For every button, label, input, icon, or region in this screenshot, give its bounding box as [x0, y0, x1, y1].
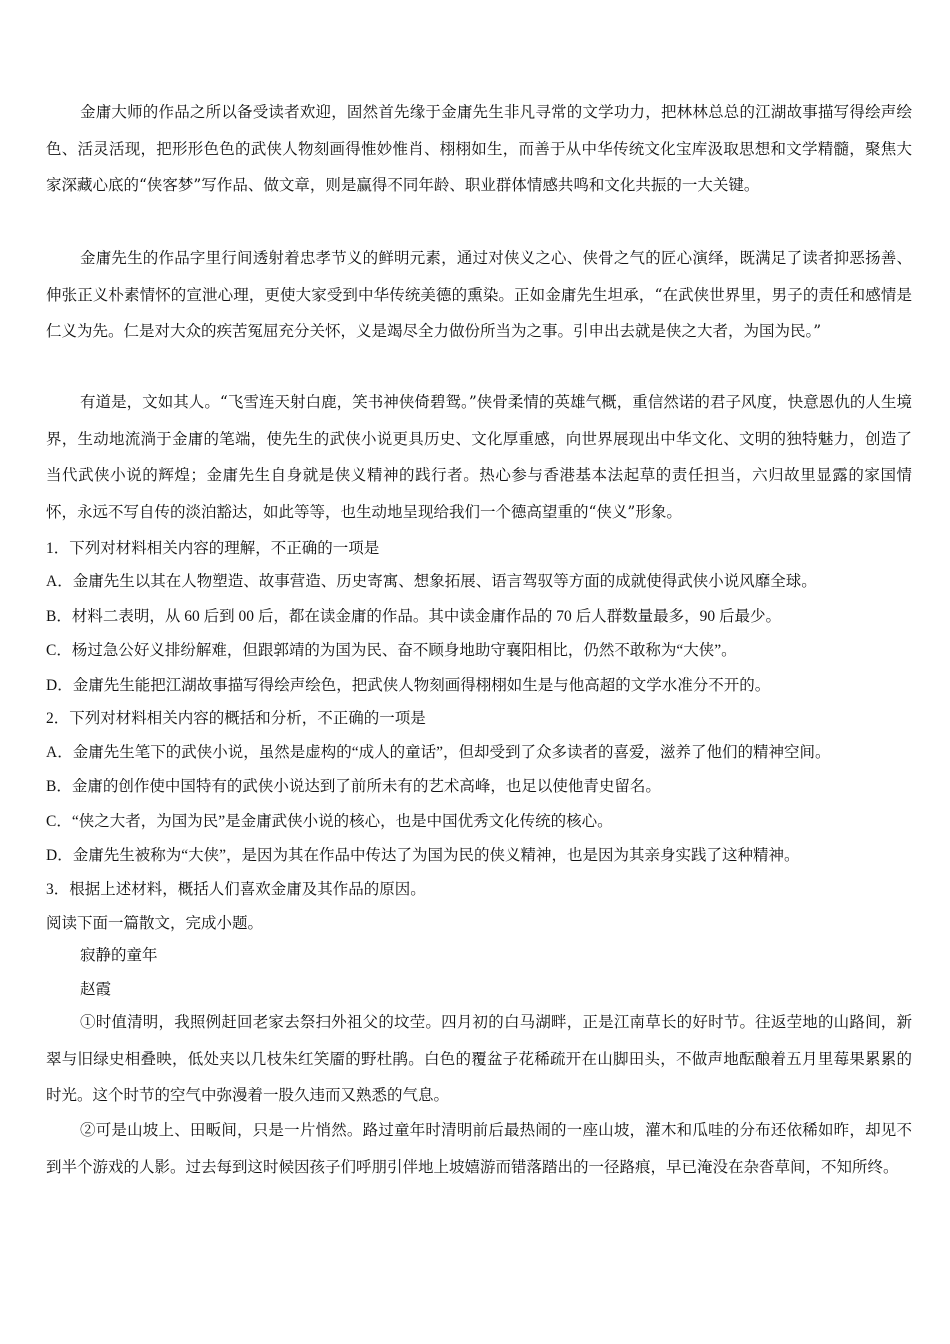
- question-2-option-d: D．金庸先生被称为“大侠”，是因为其在作品中传达了为国为民的侠义精神，也是因为其亲身实践了这种精神。: [46, 847, 800, 864]
- question-2-stem: 2．下列对材料相关内容的概括和分析，不正确的一项是: [46, 710, 426, 727]
- essay-paragraph-2: ②可是山坡上、田畈间，只是一片悄然。路过童年时清明前后最热闹的一座山坡，灌木和瓜哇的分布还依稀如昨，却见不到半个游戏的人影。过去每到这时候因孩子们呼朋引伴地上坡嬉游而错落踏出的一径路痕，早已淹没在杂沓草间，不知所终。: [46, 1121, 912, 1176]
- essay-author: 赵霞: [80, 981, 112, 998]
- essay-instruction: 阅读下面一篇散文，完成小题。: [46, 915, 264, 932]
- question-1-option-b: B．材料二表明，从 60 后到 00 后，都在读金庸的作品。其中读金庸作品的 70 后人群数量最多，90 后最少。: [46, 608, 781, 625]
- question-1-option-d: D．金庸先生能把江湖故事描写得绘声绘色，把武侠人物刻画得栩栩如生是与他高超的文学水准分不开的。: [46, 677, 771, 694]
- passage-paragraph-3: 有道是，文如其人。“飞雪连天射白鹿，笑书神侠倚碧鸳。”侠骨柔情的英雄气概，重信然诺的君子风度，快意恩仇的人生境界，生动地流淌于金庸的笔端，使先生的武侠小说更具历史、文化厚重感，向世界展现出中华文化、文明的独特魅力，创造了当代武侠小说的辉煌；金庸先生自身就是侠义精神的践行者。热心参与香港基本法起草的责任担当，六归故里显露的家国情怀，永远不写自传的淡泊豁达，如此等等，也生动地呈现给我们一个德高望重的“侠义”形象。: [46, 393, 912, 521]
- question-1-option-a: A．金庸先生以其在人物塑造、故事营造、历史寄寓、想象拓展、语言驾驭等方面的成就使得武侠小说风靡全球。: [46, 573, 817, 590]
- passage-paragraph-2: 金庸先生的作品字里行间透射着忠孝节义的鲜明元素，通过对侠义之心、侠骨之气的匠心演绎，既满足了读者抑恶扬善、伸张正义朴素情怀的宣泄心理，更使大家受到中华传统美德的熏染。正如金庸先生坦承，“在武侠世界里，男子的责任和感情是仁义为先。仁是对大众的疾苦冤屈充分关怀，义是竭尽全力做份所当为之事。引申出去就是侠之大者，为国为民。”: [46, 249, 912, 340]
- passage-paragraph-1: 金庸大师的作品之所以备受读者欢迎，固然首先缘于金庸先生非凡寻常的文学功力，把林林总总的江湖故事描写得绘声绘色、活灵活现，把形形色色的武侠人物刻画得惟妙惟肖、栩栩如生，而善于从中华传统文化宝库汲取思想和文学精髓，聚焦大家深藏心底的“侠客梦”写作品、做文章，则是赢得不同年龄、职业群体情感共鸣和文化共振的一大关键。: [46, 103, 912, 194]
- question-3-stem: 3．根据上述材料，概括人们喜欢金庸及其作品的原因。: [46, 881, 426, 898]
- question-1-option-c: C．杨过急公好义排纷解难，但跟郭靖的为国为民、奋不顾身地助守襄阳相比，仍然不敢称为“大侠”。: [46, 642, 737, 659]
- essay-paragraph-1: ①时值清明，我照例赶回老家去祭扫外祖父的坟茔。四月初的白马湖畔，正是江南草长的好时节。往返茔地的山路间，新翠与旧绿史相叠映，低处夹以几枝朱红笑靥的野杜鹃。白色的覆盆子花稀疏开在山脚田头，不做声地酝酿着五月里莓果累累的时光。这个时节的空气中弥漫着一股久违而又熟悉的气息。: [46, 1013, 912, 1104]
- question-2-option-b: B．金庸的创作使中国特有的武侠小说达到了前所未有的艺术高峰，也足以使他青史留名。: [46, 778, 661, 795]
- question-2-option-c: C．“侠之大者，为国为民”是金庸武侠小说的核心，也是中国优秀文化传统的核心。: [46, 813, 613, 830]
- question-1-stem: 1．下列对材料相关内容的理解，不正确的一项是: [46, 540, 380, 557]
- question-2-option-a: A．金庸先生笔下的武侠小说，虽然是虚构的“成人的童话”，但却受到了众多读者的喜爱，滋养了他们的精神空间。: [46, 744, 831, 761]
- essay-title: 寂静的童年: [80, 947, 158, 964]
